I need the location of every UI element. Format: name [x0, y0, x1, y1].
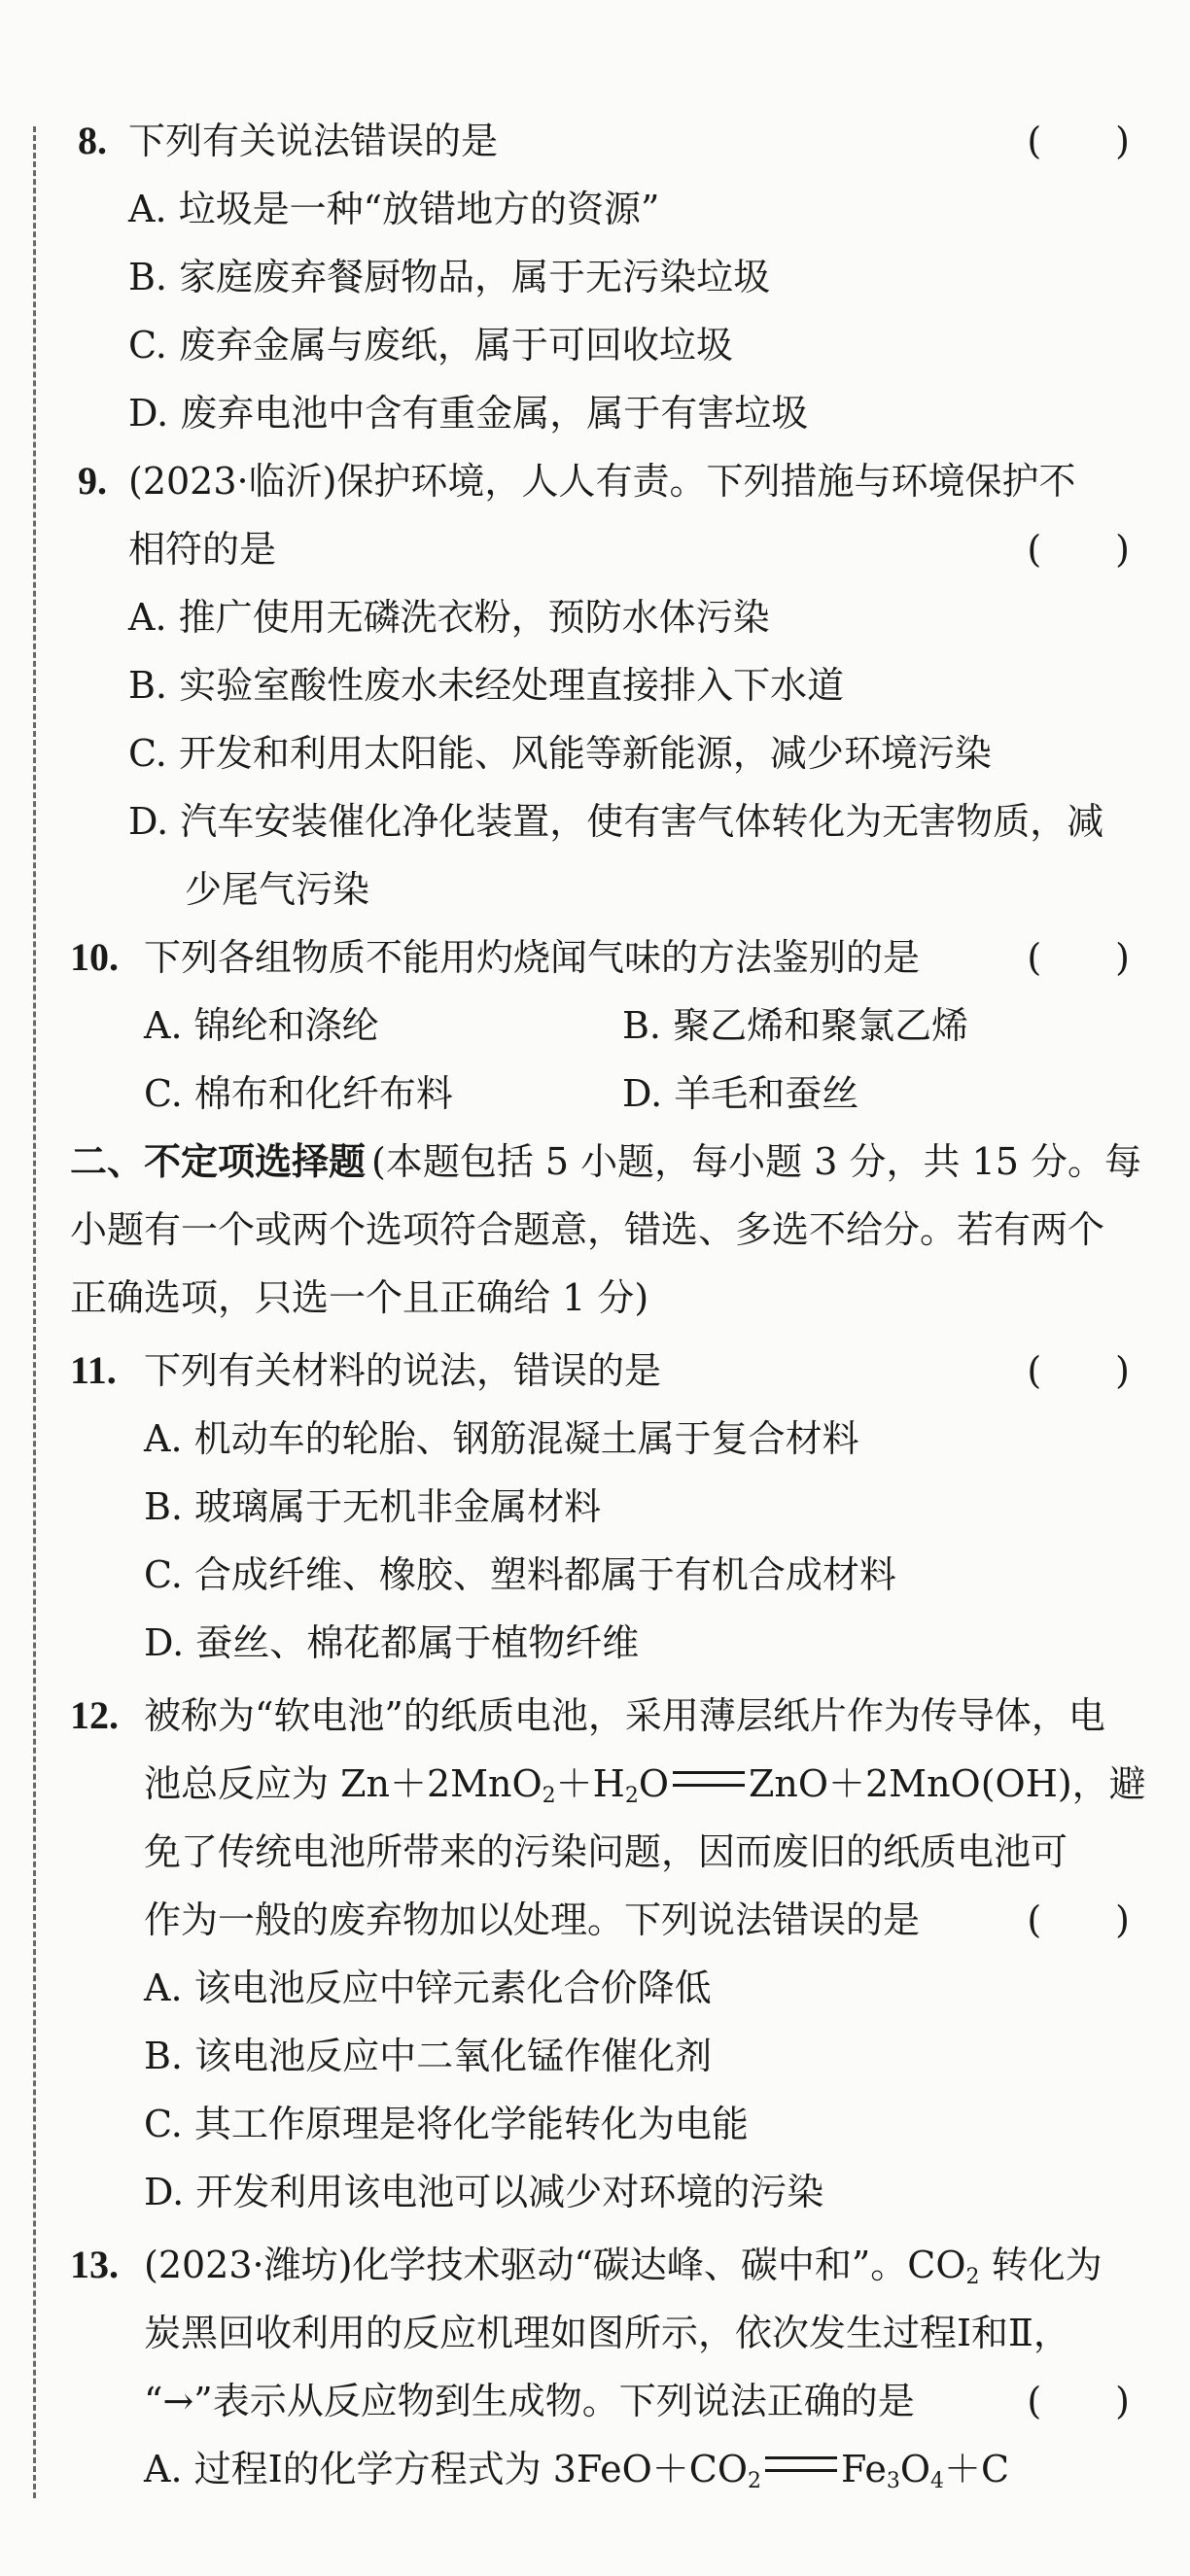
- question-stem: 被称为“软电池”的纸质电池，采用薄层纸片作为传导体，电: [144, 1694, 1105, 1737]
- option-d: [0, 379, 1190, 447]
- answer-bracket[interactable]: ( ): [1027, 1898, 1130, 1941]
- option-c: [0, 311, 1190, 379]
- option-d-continued: [0, 855, 1190, 923]
- option-b: [0, 2022, 1190, 2090]
- option-d: [0, 2158, 1190, 2226]
- option-text: A. 推广使用无磷洗衣粉，预防水体污染: [128, 596, 770, 639]
- option-b: [0, 243, 1190, 311]
- option-a: [0, 583, 1190, 651]
- option-text: D. 蚕丝、棉花都属于植物纤维: [144, 1621, 640, 1664]
- answer-bracket[interactable]: ( ): [1027, 120, 1130, 162]
- option-c: [0, 2090, 1190, 2158]
- question-number: 10.: [70, 935, 119, 979]
- question-13-stem-row: [0, 2231, 1190, 2299]
- question-number: 9.: [78, 459, 107, 503]
- question-11-stem-row: [0, 1337, 1190, 1405]
- option-text: C. 废弃金属与废纸，属于可回收垃圾: [128, 324, 733, 366]
- option-b: B. 聚乙烯和聚氯乙烯: [622, 1004, 969, 1047]
- option-text: A. 机动车的轮胎、钢筋混凝土属于复合材料: [144, 1417, 859, 1460]
- question-stem: 免了传统电池所带来的污染问题，因而废旧的纸质电池可: [144, 1830, 1068, 1873]
- option-d: [0, 787, 1190, 855]
- answer-bracket[interactable]: ( ): [1027, 1349, 1130, 1392]
- option-d: D. 羊毛和蚕丝: [622, 1072, 859, 1115]
- option-text: C. 其工作原理是将化学能转化为电能: [144, 2103, 749, 2145]
- option-c: [0, 1541, 1190, 1609]
- question-12-stem-row: [0, 1886, 1190, 1954]
- question-12-stem-row: [0, 1818, 1190, 1886]
- option-c: [0, 719, 1190, 787]
- options-row-cd: [0, 1060, 1190, 1128]
- question-stem: 下列有关材料的说法，错误的是: [144, 1349, 662, 1392]
- section-2-header: [0, 1128, 1190, 1196]
- question-13-stem-row: [0, 2299, 1190, 2367]
- option-a: [0, 1954, 1190, 2022]
- option-text: C. 开发和利用太阳能、风能等新能源，减少环境污染: [128, 732, 992, 775]
- section-2-desc-row: [0, 1196, 1190, 1264]
- equals-sign: [765, 2456, 837, 2472]
- question-number: 11.: [70, 1348, 117, 1392]
- option-a: A. 锦纶和涤纶: [144, 1004, 379, 1047]
- option-text: A. 该电池反应中锌元素化合价降低: [144, 1967, 712, 2009]
- option-a: [0, 175, 1190, 243]
- question-number: 12.: [70, 1693, 119, 1737]
- chemical-equation: A. 过程Ⅰ的化学方程式为 $3FeO+CO_2$ $Fe_3O_4+C$: [144, 2448, 1010, 2493]
- question-stem: (2023·临沂)保护环境，人人有责。下列措施与环境保护不: [128, 460, 1076, 503]
- question-stem: “→”表示从反应物到生成物。下列说法正确的是: [144, 2380, 915, 2422]
- section-description: 小题有一个或两个选项符合题意，错选、多选不给分。若有两个: [70, 1208, 1105, 1251]
- option-a: [0, 1405, 1190, 1473]
- question-number: 8.: [78, 119, 107, 162]
- question-12-stem-row: [0, 1682, 1190, 1750]
- chemical-equation: 池总反应为 $Zn+2MnO_2+H_2O$ ZnO＋2MnO(OH)，避: [144, 1762, 1146, 1808]
- answer-bracket[interactable]: ( ): [1027, 2380, 1130, 2422]
- question-stem: 作为一般的废弃物加以处理。下列说法错误的是: [144, 1898, 921, 1941]
- question-9-stem-row-2: [0, 515, 1190, 583]
- option-text: 少尾气污染: [185, 868, 370, 911]
- section-title: 二、不定项选择题: [70, 1140, 367, 1183]
- question-stem: (2023·潍坊)化学技术驱动“碳达峰、碳中和”。$CO_2$ 转化为: [144, 2244, 1102, 2289]
- option-text: D. 废弃电池中含有重金属，属于有害垃圾: [128, 392, 809, 435]
- options-row-ab: [0, 992, 1190, 1060]
- option-text: B. 玻璃属于无机非金属材料: [144, 1485, 602, 1528]
- option-d: [0, 1609, 1190, 1677]
- question-8-stem-row: [0, 107, 1190, 175]
- question-stem: 下列各组物质不能用灼烧闻气味的方法鉴别的是: [144, 936, 921, 979]
- option-b: [0, 651, 1190, 719]
- section-description: (本题包括 5 小题，每小题 3 分，共 15 分。每: [371, 1140, 1142, 1183]
- question-stem: 炭黑回收利用的反应机理如图所示，依次发生过程Ⅰ和Ⅱ，: [144, 2312, 1070, 2354]
- equals-sign: [673, 1771, 745, 1787]
- option-text: D. 汽车安装催化净化装置，使有害气体转化为无害物质，减: [128, 800, 1104, 843]
- option-text: B. 实验室酸性废水未经处理直接排入下水道: [128, 664, 845, 707]
- question-number: 13.: [70, 2243, 119, 2286]
- option-text: A. 垃圾是一种“放错地方的资源”: [128, 188, 660, 230]
- answer-bracket[interactable]: ( ): [1027, 528, 1130, 571]
- question-13-stem-row: [0, 2367, 1190, 2435]
- option-text: D. 开发利用该电池可以减少对环境的污染: [144, 2171, 824, 2213]
- answer-bracket[interactable]: ( ): [1027, 936, 1130, 979]
- question-10-stem-row: [0, 923, 1190, 992]
- section-description: 正确选项，只选一个且正确给 1 分): [70, 1276, 649, 1319]
- option-text: B. 家庭废弃餐厨物品，属于无污染垃圾: [128, 256, 771, 298]
- option-text: B. 该电池反应中二氧化锰作催化剂: [144, 2035, 713, 2077]
- question-12-equation-row: [0, 1750, 1190, 1818]
- section-2-desc-row: [0, 1264, 1190, 1332]
- question-9-stem-row: [0, 447, 1190, 515]
- option-b: [0, 1473, 1190, 1541]
- option-c: C. 棉布和化纤布料: [144, 1072, 453, 1115]
- question-stem: 相符的是: [128, 528, 277, 571]
- option-text: C. 合成纤维、橡胶、塑料都属于有机合成材料: [144, 1553, 896, 1596]
- question-stem: 下列有关说法错误的是: [128, 120, 499, 162]
- option-a: [0, 2435, 1190, 2503]
